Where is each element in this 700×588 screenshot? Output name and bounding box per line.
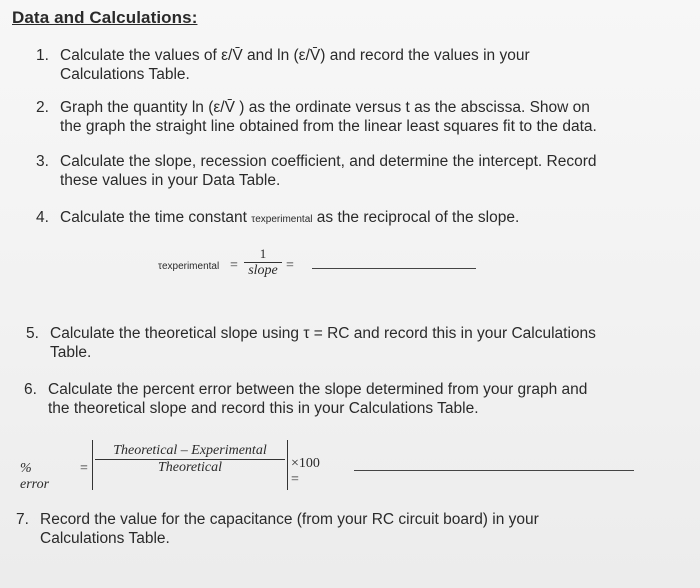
- item-line: these values in your Data Table.: [60, 172, 281, 189]
- item-line: Calculations Table.: [40, 530, 170, 547]
- item-line: Calculate the values of ε/V̄ and ln (ε/V̄) and record the values in your: [60, 47, 530, 64]
- formula-lhs: % error: [20, 461, 50, 492]
- answer-blank-tau[interactable]: [312, 268, 476, 269]
- item-line: Record the value for the capacitance (from your RC circuit board) in your: [40, 511, 539, 528]
- item-number: 6.: [24, 381, 37, 398]
- item-line: Table.: [50, 344, 92, 361]
- item-number: 4.: [36, 209, 49, 226]
- item-line: the theoretical slope and record this in your Calculations Table.: [48, 400, 479, 417]
- item-number: 2.: [36, 99, 49, 116]
- item-number: 3.: [36, 153, 49, 170]
- formula-times-100: ×100 =: [291, 456, 320, 487]
- item-line: Calculate the slope, recession coefficient, and determine the intercept. Record: [60, 153, 597, 170]
- fraction-denominator: Theoretical: [157, 460, 223, 475]
- formula-equals: =: [80, 461, 88, 476]
- fraction-denominator: slope: [248, 263, 278, 278]
- item-number: 1.: [36, 47, 49, 64]
- item-number: 7.: [16, 511, 29, 528]
- fraction-numerator: Theoretical – Experimental: [113, 443, 267, 458]
- formula-lhs: τexperimental: [158, 261, 220, 272]
- tau-experimental-label: τexperimental: [251, 214, 313, 225]
- page-heading: Data and Calculations:: [12, 8, 198, 27]
- formula-fraction: [244, 246, 282, 279]
- item-line: as the reciprocal of the slope.: [312, 209, 520, 226]
- fraction-numerator: 1: [259, 246, 267, 261]
- item-line: Graph the quantity ln (ε/V̄ ) as the ordinate versus t as the abscissa. Show on: [60, 99, 590, 116]
- item-line: Calculate the theoretical slope using τ = RC and record this in your Calculations: [50, 325, 596, 342]
- answer-blank-error[interactable]: [354, 470, 634, 471]
- item-line: Calculate the time constant: [60, 209, 252, 226]
- formula-equals: =: [286, 258, 294, 273]
- absolute-value-bar: [92, 440, 93, 490]
- item-line: the graph the straight line obtained from the linear least squares fit to the data.: [60, 118, 597, 135]
- absolute-value-bar: [287, 440, 288, 490]
- item-line: Calculate the percent error between the slope determined from your graph and: [48, 381, 588, 398]
- formula-equals: =: [230, 258, 238, 273]
- formula-fraction: [95, 443, 285, 476]
- item-number: 5.: [26, 325, 39, 342]
- item-line: Calculations Table.: [60, 66, 190, 83]
